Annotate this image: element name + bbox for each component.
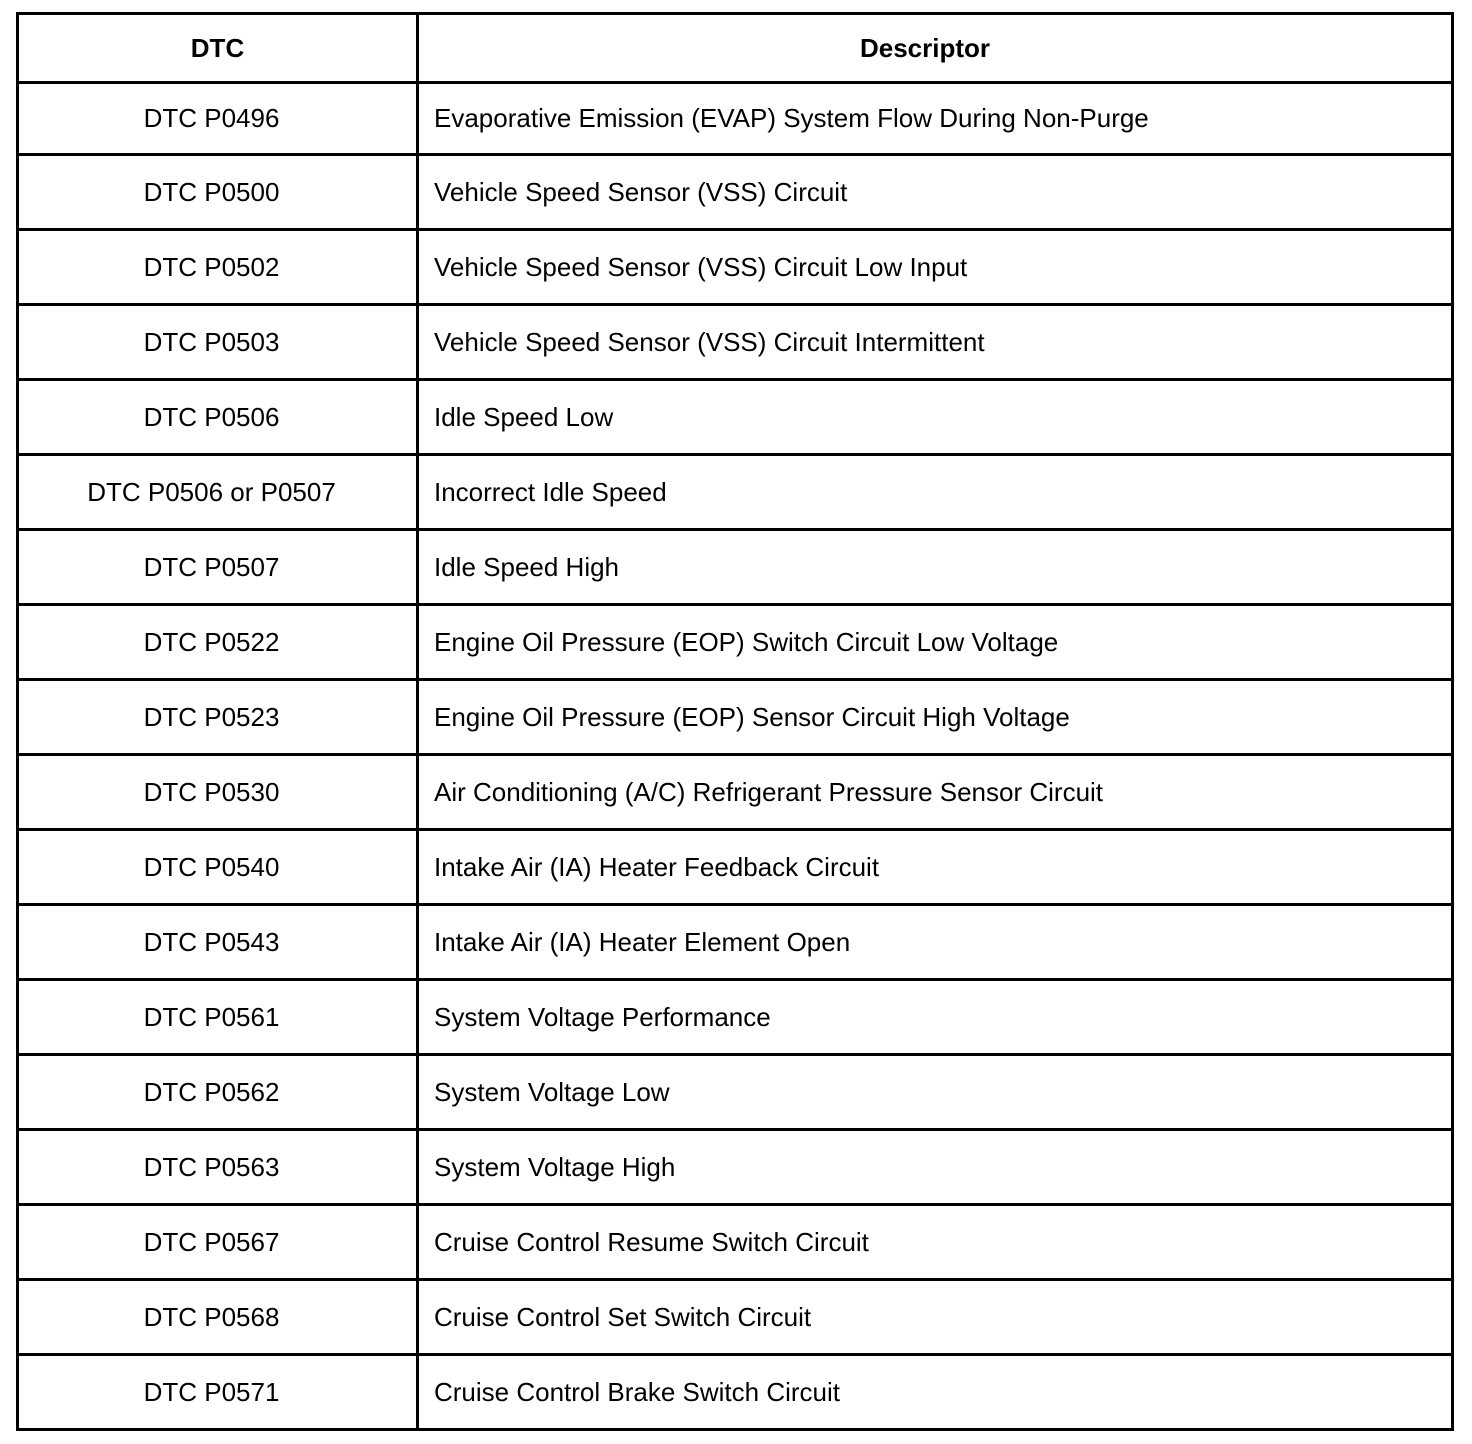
descriptor-cell: Cruise Control Brake Switch Circuit [418,1355,1453,1430]
table-row [18,1055,1453,1130]
dtc-code-cell: DTC P0571 [18,1355,418,1430]
table-row [18,83,1453,155]
descriptor-cell: Incorrect Idle Speed [418,455,1453,530]
dtc-code-cell: DTC P0540 [18,830,418,905]
descriptor-cell: Vehicle Speed Sensor (VSS) Circuit [418,155,1453,230]
descriptor-cell: System Voltage Low [418,1055,1453,1130]
dtc-descriptor-table [16,12,1454,1431]
table-row [18,230,1453,305]
dtc-code-cell: DTC P0567 [18,1205,418,1280]
descriptor-cell: Vehicle Speed Sensor (VSS) Circuit Intermittent [418,305,1453,380]
column-header-dtc: DTC [18,14,418,83]
dtc-code-cell: DTC P0543 [18,905,418,980]
descriptor-cell: Air Conditioning (A/C) Refrigerant Pressure Sensor Circuit [418,755,1453,830]
table-row [18,1205,1453,1280]
descriptor-cell: Idle Speed Low [418,380,1453,455]
table-row [18,755,1453,830]
header-row [18,14,1453,83]
descriptor-cell: Vehicle Speed Sensor (VSS) Circuit Low Input [418,230,1453,305]
descriptor-cell: Engine Oil Pressure (EOP) Sensor Circuit High Voltage [418,680,1453,755]
dtc-code-cell: DTC P0561 [18,980,418,1055]
descriptor-cell: Evaporative Emission (EVAP) System Flow During Non-Purge [418,83,1453,155]
table-row [18,155,1453,230]
table-row [18,380,1453,455]
descriptor-cell: Engine Oil Pressure (EOP) Switch Circuit Low Voltage [418,605,1453,680]
dtc-code-cell: DTC P0523 [18,680,418,755]
table-row [18,530,1453,605]
table-row [18,830,1453,905]
dtc-code-cell: DTC P0562 [18,1055,418,1130]
descriptor-cell: System Voltage High [418,1130,1453,1205]
dtc-code-cell: DTC P0507 [18,530,418,605]
descriptor-cell: Cruise Control Set Switch Circuit [418,1280,1453,1355]
table-header [18,14,1453,83]
dtc-code-cell: DTC P0496 [18,83,418,155]
descriptor-cell: System Voltage Performance [418,980,1453,1055]
table-row [18,1355,1453,1430]
descriptor-cell: Idle Speed High [418,530,1453,605]
table-row [18,1130,1453,1205]
dtc-code-cell: DTC P0563 [18,1130,418,1205]
table-body [18,83,1453,1430]
table-row [18,455,1453,530]
table-row [18,905,1453,980]
dtc-code-cell: DTC P0530 [18,755,418,830]
table-row [18,605,1453,680]
dtc-code-cell: DTC P0503 [18,305,418,380]
table-row [18,1280,1453,1355]
descriptor-cell: Intake Air (IA) Heater Feedback Circuit [418,830,1453,905]
table-row [18,680,1453,755]
dtc-code-cell: DTC P0506 or P0507 [18,455,418,530]
dtc-code-cell: DTC P0568 [18,1280,418,1355]
descriptor-cell: Intake Air (IA) Heater Element Open [418,905,1453,980]
dtc-code-cell: DTC P0502 [18,230,418,305]
dtc-code-cell: DTC P0506 [18,380,418,455]
table-row [18,305,1453,380]
descriptor-cell: Cruise Control Resume Switch Circuit [418,1205,1453,1280]
dtc-code-cell: DTC P0522 [18,605,418,680]
table-row [18,980,1453,1055]
dtc-code-cell: DTC P0500 [18,155,418,230]
column-header-descriptor: Descriptor [418,14,1453,83]
